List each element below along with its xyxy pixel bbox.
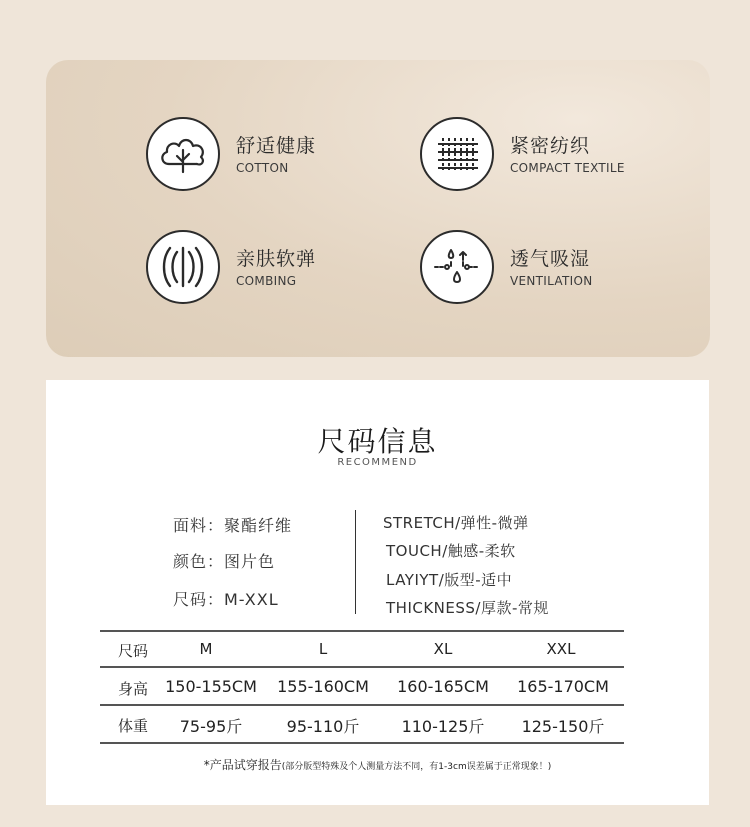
feature-ventilation — [420, 230, 592, 304]
textile-grid-icon — [420, 117, 494, 191]
spec-divider — [355, 510, 356, 614]
feature-subtitle: COMPACT TEXTILE — [510, 160, 625, 175]
feature-title: 紧密纺织 — [510, 134, 591, 157]
table-row-rule — [100, 704, 624, 706]
feature-combing — [146, 230, 316, 304]
spec-layout: LAYIYT/版型-适中 — [386, 571, 513, 589]
feature-subtitle: COMBING — [236, 273, 297, 288]
spec-touch: TOUCH/触感-柔软 — [386, 542, 516, 560]
table-row-label: 身高 — [117, 680, 148, 698]
spec-thickness: THICKNESS/厚款-常规 — [386, 599, 549, 617]
combing-waves-icon — [146, 230, 220, 304]
size-info-card — [46, 380, 709, 805]
feature-subtitle: VENTILATION — [510, 273, 593, 288]
feature-title: 亲肤软弹 — [236, 247, 317, 270]
size-col-l: L — [318, 640, 328, 658]
feature-compact-textile — [420, 117, 625, 191]
table-top-rule — [100, 630, 624, 632]
feature-title: 舒适健康 — [236, 134, 317, 157]
fit-note-main: *产品试穿报告 — [203, 758, 282, 772]
feature-subtitle: COTTON — [236, 160, 289, 175]
feature-cotton — [146, 117, 316, 191]
table-cell: 75-95斤 — [179, 717, 243, 736]
table-cell: 95-110斤 — [286, 717, 360, 736]
spec-stretch: STRETCH/弹性-微弹 — [383, 514, 529, 532]
table-cell: 150-155CM — [165, 677, 257, 696]
size-info-subtitle: RECOMMEND — [337, 457, 418, 468]
ventilation-drops-icon — [420, 230, 494, 304]
table-row-label: 体重 — [117, 717, 148, 735]
table-header-rule — [100, 666, 624, 668]
size-col-m: M — [199, 640, 213, 658]
fit-note-detail: (部分版型特殊及个人测量方法不同，有1-3cm误差属于正常现象！) — [281, 762, 552, 772]
table-cell: 155-160CM — [277, 677, 369, 696]
spec-size: 尺码：M-XXL — [173, 590, 279, 609]
table-bottom-rule — [100, 742, 624, 744]
feature-title: 透气吸湿 — [510, 247, 591, 270]
size-col-xl: XL — [433, 640, 453, 658]
table-cell: 125-150斤 — [521, 717, 605, 736]
size-col-xxl: XXL — [546, 640, 576, 658]
table-cell: 110-125斤 — [401, 717, 485, 736]
fit-note — [46, 756, 709, 773]
spec-color: 颜色：图片色 — [173, 552, 276, 571]
table-cell: 160-165CM — [397, 677, 489, 696]
cotton-icon — [146, 117, 220, 191]
features-panel — [46, 60, 710, 357]
table-cell: 165-170CM — [517, 677, 609, 696]
table-header-label: 尺码 — [117, 642, 148, 660]
spec-material: 面料：聚酯纤维 — [173, 516, 293, 535]
size-info-title: 尺码信息 — [317, 425, 438, 458]
